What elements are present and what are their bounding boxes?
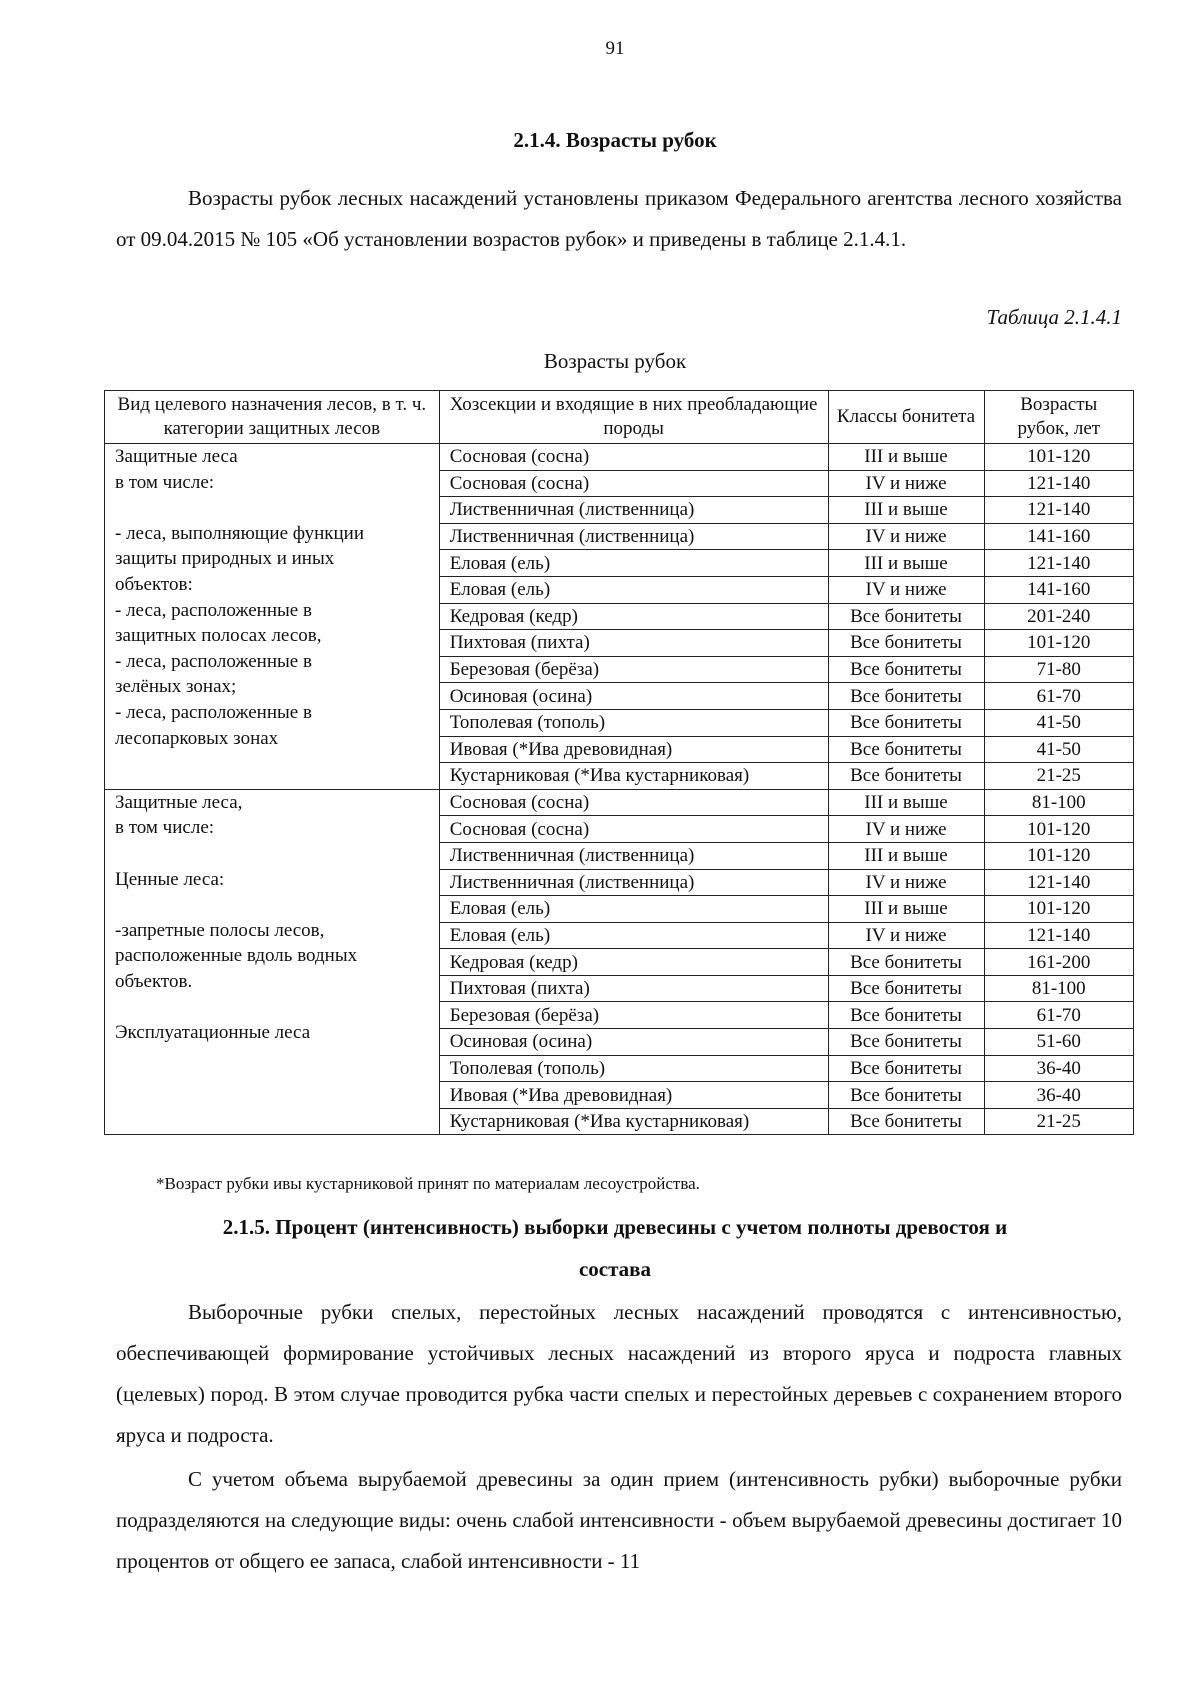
category-line: объектов:	[115, 573, 193, 595]
category-line: Защитные леса,	[115, 791, 243, 813]
age-cell: 41-50	[984, 736, 1134, 763]
bonitet-cell: Все бонитеты	[828, 1055, 984, 1082]
bonitet-cell: Все бонитеты	[828, 763, 984, 790]
age-cell: 61-70	[984, 1002, 1134, 1029]
bonitet-cell: Все бонитеты	[828, 603, 984, 630]
species-cell: Кедровая (кедр)	[439, 949, 828, 976]
species-cell: Березовая (берёза)	[439, 1002, 828, 1029]
category-line: зелёных зонах;	[115, 676, 237, 698]
bonitet-cell: IV и ниже	[828, 576, 984, 603]
species-cell: Пихтовая (пихта)	[439, 975, 828, 1002]
age-cell: 61-70	[984, 683, 1134, 710]
bonitet-cell: III и выше	[828, 550, 984, 577]
category-line: лесопарковых зонах	[115, 727, 279, 749]
header-bonitet: Классы бонитета	[828, 391, 984, 444]
category-line	[115, 495, 429, 521]
species-cell: Пихтовая (пихта)	[439, 630, 828, 657]
bonitet-cell: IV и ниже	[828, 470, 984, 497]
species-cell: Еловая (ель)	[439, 550, 828, 577]
age-cell: 21-25	[984, 763, 1134, 790]
intro-paragraph	[116, 178, 1122, 260]
category-line: Ценные леса:	[115, 868, 225, 890]
species-cell: Сосновая (сосна)	[439, 470, 828, 497]
category-line: защитных полосах лесов,	[115, 625, 322, 647]
species-cell: Березовая (берёза)	[439, 656, 828, 683]
section-heading-2-line-2: состава	[578, 1257, 652, 1281]
bonitet-cell: Все бонитеты	[828, 949, 984, 976]
cutting-ages-table	[104, 390, 1134, 1135]
age-cell: 121-140	[984, 922, 1134, 949]
category-cell	[105, 789, 440, 1135]
age-cell: 71-80	[984, 656, 1134, 683]
age-cell: 41-50	[984, 709, 1134, 736]
species-cell: Сосновая (сосна)	[439, 789, 828, 816]
bonitet-cell: Все бонитеты	[828, 709, 984, 736]
species-cell: Тополевая (тополь)	[439, 1055, 828, 1082]
bonitet-cell: Все бонитеты	[828, 736, 984, 763]
species-cell: Кустарниковая (*Ива кустарниковая)	[439, 1108, 828, 1135]
category-line	[115, 892, 429, 918]
bonitet-cell: Все бонитеты	[828, 975, 984, 1002]
bonitet-cell: III и выше	[828, 497, 984, 524]
table-header-row	[105, 391, 1134, 444]
species-cell: Еловая (ель)	[439, 922, 828, 949]
table-title: Возрасты рубок	[543, 349, 687, 373]
species-cell: Лиственничная (лиственница)	[439, 842, 828, 869]
table-number-caption: Таблица 2.1.4.1	[986, 305, 1122, 329]
header-purpose: Вид целевого назначения лесов, в т. ч. категории защитных лесов	[105, 391, 440, 444]
category-line: в том числе:	[115, 817, 215, 839]
category-line: Защитные леса	[115, 446, 238, 467]
species-cell: Кустарниковая (*Ива кустарниковая)	[439, 763, 828, 790]
table-row	[105, 789, 1134, 816]
bonitet-cell: III и выше	[828, 789, 984, 816]
species-cell: Осиновая (осина)	[439, 1029, 828, 1056]
category-line: -запретные полосы лесов,	[115, 919, 325, 941]
category-line: - леса, расположенные в	[115, 599, 312, 621]
page-number: 91	[605, 38, 625, 59]
age-cell: 36-40	[984, 1055, 1134, 1082]
age-cell: 121-140	[984, 869, 1134, 896]
age-cell: 141-160	[984, 576, 1134, 603]
category-line: - леса, выполняющие функции	[115, 522, 365, 544]
age-cell: 101-120	[984, 816, 1134, 843]
bonitet-cell: IV и ниже	[828, 869, 984, 896]
species-cell: Сосновая (сосна)	[439, 444, 828, 471]
age-cell: 36-40	[984, 1082, 1134, 1109]
bonitet-cell: III и выше	[828, 444, 984, 471]
header-species: Хозсекции и входящие в них преобладающие породы	[439, 391, 828, 444]
bonitet-cell: Все бонитеты	[828, 630, 984, 657]
bonitet-cell: Все бонитеты	[828, 1029, 984, 1056]
category-line: в том числе:	[115, 471, 215, 493]
intro-paragraph-text: Возрасты рубок лесных насаждений установлены приказом Федерального агентства лесного хозяйства от 09.04.2015 № 105 «Об установлении возрастов рубок» и приведены в таблице 2.1.4.1.	[116, 186, 1122, 251]
age-cell: 101-120	[984, 630, 1134, 657]
age-cell: 101-120	[984, 444, 1134, 471]
species-cell: Лиственничная (лиственница)	[439, 869, 828, 896]
species-cell: Ивовая (*Ива древовидная)	[439, 1082, 828, 1109]
category-line: - леса, расположенные в	[115, 650, 312, 672]
selective-cutting-paragraph	[116, 1292, 1122, 1456]
section-heading-2-line-1: 2.1.5. Процент (интенсивность) выборки древесины с учетом полноты древостоя и	[222, 1215, 1008, 1239]
age-cell: 141-160	[984, 523, 1134, 550]
bonitet-cell: Все бонитеты	[828, 656, 984, 683]
bonitet-cell: IV и ниже	[828, 523, 984, 550]
species-cell: Сосновая (сосна)	[439, 816, 828, 843]
age-cell: 201-240	[984, 603, 1134, 630]
species-cell: Кедровая (кедр)	[439, 603, 828, 630]
bonitet-cell: III и выше	[828, 842, 984, 869]
bonitet-cell: IV и ниже	[828, 922, 984, 949]
category-line: - леса, расположенные в	[115, 701, 312, 723]
age-cell: 161-200	[984, 949, 1134, 976]
species-cell: Еловая (ель)	[439, 576, 828, 603]
intensity-paragraph	[116, 1459, 1122, 1582]
bonitet-cell: III и выше	[828, 896, 984, 923]
species-cell: Лиственничная (лиственница)	[439, 497, 828, 524]
header-age: Возрасты рубок, лет	[984, 391, 1134, 444]
bonitet-cell: Все бонитеты	[828, 1002, 984, 1029]
table-footnote: *Возраст рубки ивы кустарниковой принят по материалам лесоустройства.	[156, 1174, 700, 1193]
species-cell: Осиновая (осина)	[439, 683, 828, 710]
section-heading: 2.1.4. Возрасты рубок	[513, 128, 717, 152]
species-cell: Лиственничная (лиственница)	[439, 523, 828, 550]
bonitet-cell: Все бонитеты	[828, 1108, 984, 1135]
age-cell: 121-140	[984, 550, 1134, 577]
intensity-text: С учетом объема вырубаемой древесины за один прием (интенсивность рубки) выборочные рубки подразделяются на следующие виды: очень слабой интенсивности - объем вырубаемой древесины достигает 10 процентов от общего ее запаса, слабой интенсивности - 11	[116, 1467, 1122, 1573]
section-heading-2	[0, 1206, 1200, 1290]
bonitet-cell: Все бонитеты	[828, 683, 984, 710]
category-cell	[105, 444, 440, 790]
species-cell: Ивовая (*Ива древовидная)	[439, 736, 828, 763]
category-line: расположенные вдоль водных	[115, 945, 358, 967]
category-line	[115, 841, 429, 867]
age-cell: 121-140	[984, 470, 1134, 497]
category-line	[115, 994, 429, 1020]
age-cell: 121-140	[984, 497, 1134, 524]
selective-cutting-text: Выборочные рубки спелых, перестойных лесных насаждений проводятся с интенсивностью, обеспечивающей формирование устойчивых лесных насаждений из второго яруса и подроста главных (целевых) пород. В этом случае проводится рубка части спелых и перестойных деревьев с сохранением второго яруса и подроста.	[116, 1300, 1122, 1447]
age-cell: 21-25	[984, 1108, 1134, 1135]
category-line: Эксплуатационные леса	[115, 1022, 311, 1044]
category-line: объектов.	[115, 970, 193, 992]
table-row	[105, 444, 1134, 471]
bonitet-cell: Все бонитеты	[828, 1082, 984, 1109]
age-cell: 51-60	[984, 1029, 1134, 1056]
age-cell: 81-100	[984, 789, 1134, 816]
category-line: защиты природных и иных	[115, 548, 335, 570]
bonitet-cell: IV и ниже	[828, 816, 984, 843]
age-cell: 81-100	[984, 975, 1134, 1002]
age-cell: 101-120	[984, 896, 1134, 923]
species-cell: Тополевая (тополь)	[439, 709, 828, 736]
age-cell: 101-120	[984, 842, 1134, 869]
species-cell: Еловая (ель)	[439, 896, 828, 923]
